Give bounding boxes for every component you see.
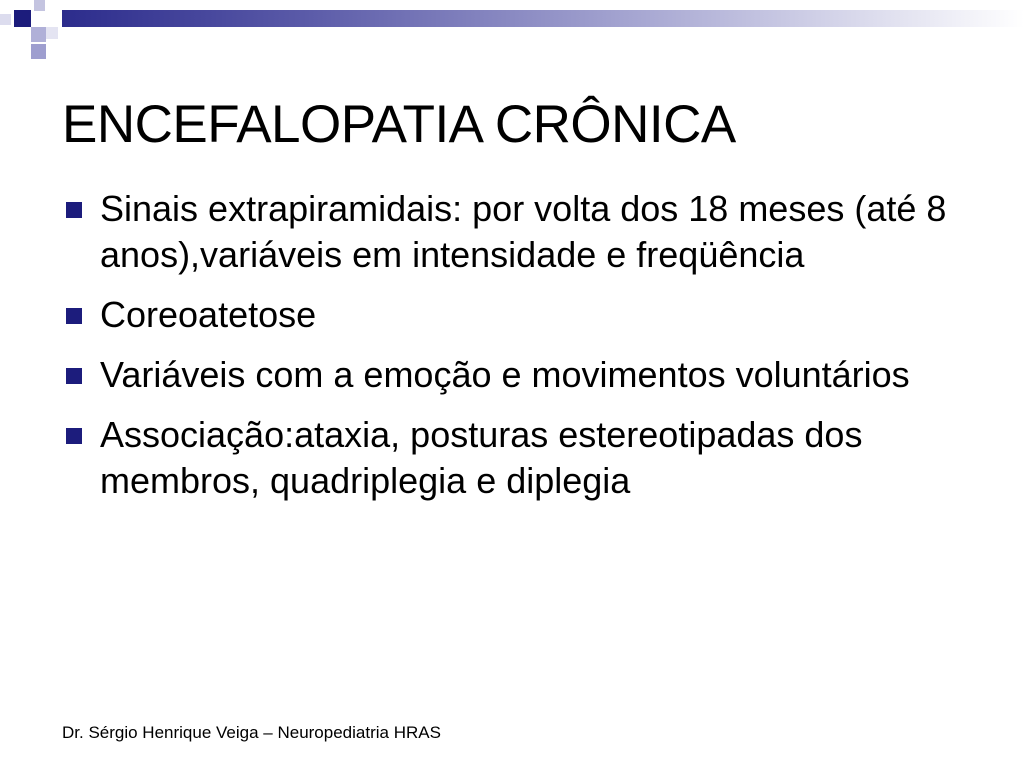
bullet-item [62,186,982,278]
square-bullet-icon [66,428,82,444]
bullet-text: Sinais extrapiramidais: por volta dos 18 meses (até 8 anos),variáveis em intensidade e freqüência [100,188,947,275]
bullet-item [62,292,982,338]
decorative-square [31,44,46,59]
square-bullet-icon [66,368,82,384]
bullet-text: Variáveis com a emoção e movimentos voluntários [100,354,910,395]
square-bullet-icon [66,202,82,218]
bullet-list [62,186,982,518]
decorative-square [46,27,58,39]
slide-footer: Dr. Sérgio Henrique Veiga – Neuropediatria HRAS [62,723,441,742]
slide-title: ENCEFALOPATIA CRÔNICA [62,95,736,154]
decorative-square [31,27,46,42]
decorative-square [14,10,31,27]
bullet-text: Coreoatetose [100,294,317,335]
header-gradient-bar [62,10,1024,27]
decorative-square [14,27,31,44]
bullet-item [62,412,982,504]
bullet-text: Associação:ataxia, posturas estereotipadas dos membros, quadriplegia e diplegia [100,414,863,501]
square-bullet-icon [66,308,82,324]
decorative-square [0,0,11,11]
decorative-square [0,14,11,25]
bullet-item [62,352,982,398]
decorative-square [34,0,45,11]
